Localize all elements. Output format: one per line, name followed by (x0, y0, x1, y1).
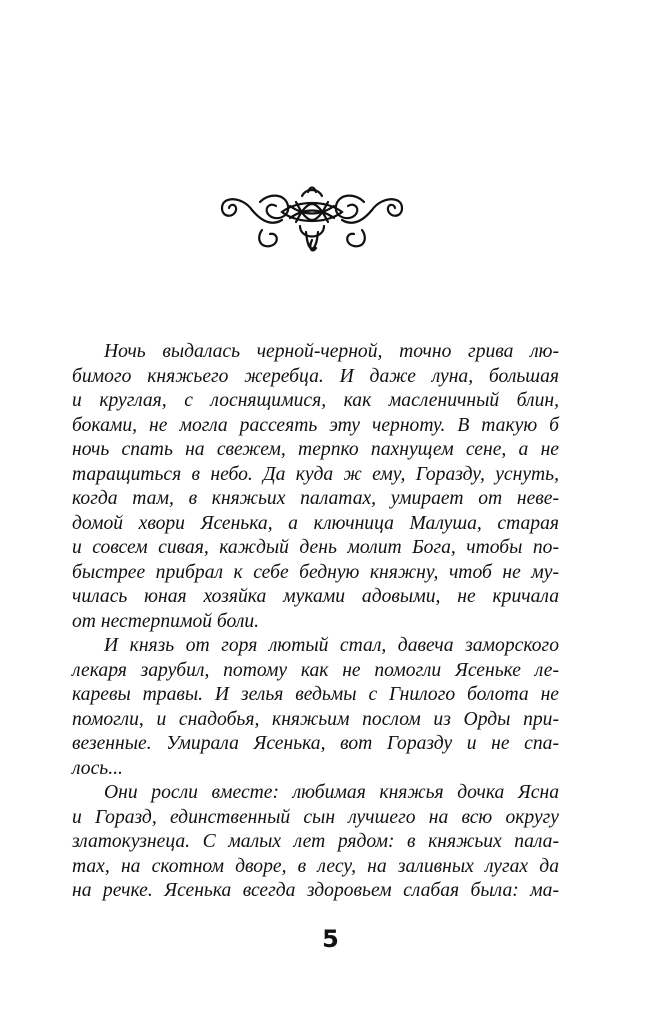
body-text (72, 340, 559, 904)
text-line: и Горазд, единственный сын лучшего на всю округу (72, 806, 559, 828)
text-line: ночь спать на свежем, терпко пахнущем сене, а не (72, 439, 559, 460)
text-line: везенные. Умирала Ясенька, вот Горазду и не спа- (72, 733, 559, 754)
text-line: бимого княжьего жеребца. И даже луна, большая (72, 365, 559, 387)
text-line: златокузнеца. С малых лет рядом: в княжьих пала- (72, 831, 559, 852)
text-line: на речке. Ясенька всегда здоровьем слабая была: ма- (72, 880, 559, 901)
text-line: Ночь выдалась черной-черной, точно грива лю- (104, 341, 559, 362)
text-line: и совсем сивая, каждый день молит Бога, чтобы по- (72, 537, 559, 558)
text-line: помогли, и снадобья, княжьим послом из Орды при- (72, 708, 559, 730)
flourish-ornament-icon (212, 182, 412, 262)
text-line: лекаря зарубил, потому как не помогли Ясеньке ле- (72, 659, 559, 681)
text-line: тах, на скотном дворе, в лесу, на заливных лугах да (72, 855, 559, 877)
text-line: лось... (72, 757, 123, 779)
page-number: 5 (322, 925, 340, 953)
text-line: боками, не могла рассеять эту черноту. В такую б (72, 414, 559, 436)
text-line: каревы травы. И зелья ведьмы с Гнилого болота не (72, 684, 559, 705)
text-line: И князь от горя лютый стал, давеча заморского (104, 635, 559, 656)
text-line: Они росли вместе: любимая княжья дочка Ясна (104, 782, 559, 803)
text-line: и круглая, с лоснящимися, как масленичный блин, (72, 390, 559, 411)
text-line: когда там, в княжьих палатах, умирает от неве- (72, 488, 559, 509)
text-line: домой хвори Ясенька, а ключница Малуша, старая (72, 512, 559, 534)
text-line: быстрее прибрал к себе бедную княжну, чтоб не му- (72, 561, 559, 583)
text-line: от нестерпимой боли. (72, 610, 260, 632)
text-line: таращиться в небо. Да куда ж ему, Горазду, уснуть, (72, 463, 559, 485)
text-line: чилась юная хозяйка муками адовыми, не кричала (72, 586, 559, 607)
